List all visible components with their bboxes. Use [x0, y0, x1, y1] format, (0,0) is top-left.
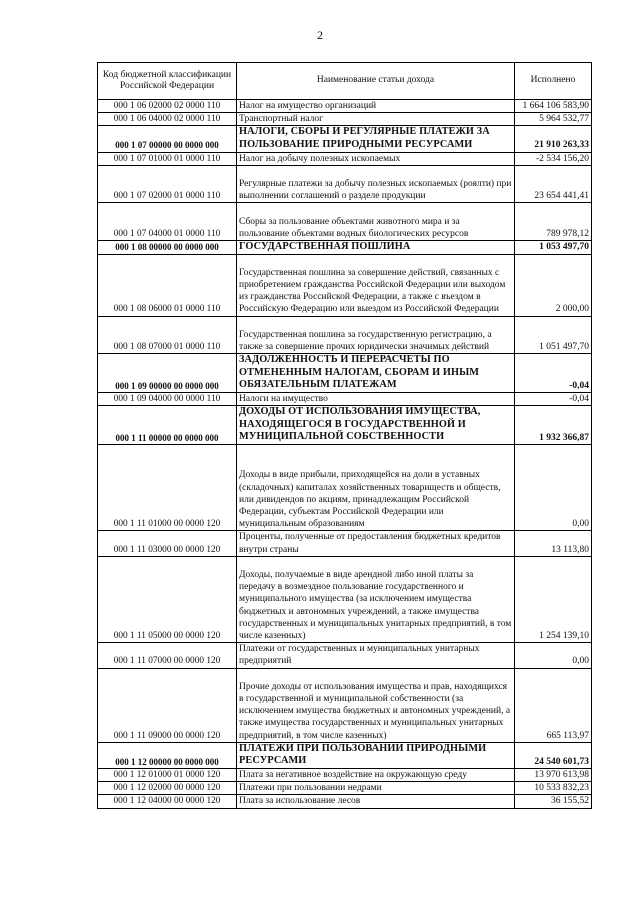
- executed-amount-cell: 10 533 832,23: [515, 782, 592, 795]
- income-item-cell: Плата за использование лесов: [237, 795, 515, 808]
- budget-code-cell: 000 1 07 04000 01 0000 110: [98, 203, 237, 241]
- revenue-table: [97, 62, 592, 809]
- executed-amount-cell: 23 654 441,41: [515, 165, 592, 203]
- table-row: [98, 556, 592, 642]
- budget-code-cell: 000 1 12 01000 01 0000 120: [98, 768, 237, 781]
- table-row: [98, 240, 592, 254]
- budget-code-cell: 000 1 07 01000 01 0000 110: [98, 152, 237, 165]
- budget-code-cell: 000 1 12 04000 00 0000 120: [98, 795, 237, 808]
- executed-amount-cell: 665 113,97: [515, 668, 592, 742]
- table-row: [98, 444, 592, 530]
- income-item-cell: Прочие доходы от использования имущества и прав, находящихся в государственной и муниципальной собственности (за исключением имущества бюджетных и автономных учреждений, а также имущества государственных и муниципальных унитарных предприятий, в том числе казенных): [237, 668, 515, 742]
- budget-code-cell: 000 1 08 07000 01 0000 110: [98, 316, 237, 354]
- budget-code-cell: 000 1 11 03000 00 0000 120: [98, 531, 237, 556]
- budget-code-cell: 000 1 11 01000 00 0000 120: [98, 444, 237, 530]
- executed-amount-cell: -0,04: [515, 392, 592, 405]
- executed-amount-cell: 13 970 613,98: [515, 768, 592, 781]
- table-row: [98, 254, 592, 316]
- income-item-cell: Платежи при пользовании недрами: [237, 782, 515, 795]
- table-row: [98, 354, 592, 393]
- table-row: [98, 742, 592, 768]
- budget-code-cell: 000 1 11 05000 00 0000 120: [98, 556, 237, 642]
- budget-code-cell: 000 1 07 00000 00 0000 000: [98, 126, 237, 152]
- income-item-cell: Плата за негативное воздействие на окружающую среду: [237, 768, 515, 781]
- budget-code-cell: 000 1 09 04000 00 0000 110: [98, 392, 237, 405]
- executed-amount-cell: 5 964 532,77: [515, 113, 592, 126]
- executed-amount-cell: 21 910 263,33: [515, 126, 592, 152]
- income-item-cell: ПЛАТЕЖИ ПРИ ПОЛЬЗОВАНИИ ПРИРОДНЫМИ РЕСУРСАМИ: [237, 742, 515, 768]
- executed-amount-cell: 24 540 601,73: [515, 742, 592, 768]
- table-row: [98, 152, 592, 165]
- table-row: [98, 165, 592, 203]
- budget-code-cell: 000 1 11 00000 00 0000 000: [98, 406, 237, 445]
- income-item-cell: Государственная пошлина за совершение действий, связанных с приобретением гражданства Российской Федерации или выходом из гражданства Российской Федерации, а также с въездом в Российскую Федерацию или выездом из Российской Федерации: [237, 254, 515, 316]
- executed-amount-cell: 1 053 497,70: [515, 240, 592, 254]
- table-row: [98, 392, 592, 405]
- budget-code-cell: 000 1 11 07000 00 0000 120: [98, 643, 237, 668]
- income-item-cell: Регулярные платежи за добычу полезных ископаемых (роялти) при выполнении соглашений о разделе продукции: [237, 165, 515, 203]
- budget-code-cell: 000 1 08 06000 01 0000 110: [98, 254, 237, 316]
- table-row: [98, 531, 592, 556]
- table-row: [98, 406, 592, 445]
- income-item-cell: ДОХОДЫ ОТ ИСПОЛЬЗОВАНИЯ ИМУЩЕСТВА, НАХОДЯЩЕГОСЯ В ГОСУДАРСТВЕННОЙ И МУНИЦИПАЛЬНОЙ СОБСТВЕННОСТИ: [237, 406, 515, 445]
- income-item-cell: Доходы в виде прибыли, приходящейся на доли в уставных (складочных) капиталах хозяйственных товариществ и обществ, или дивидендов по акциям, принадлежащим Российской Федерации, субъектам Российской Федерации или муниципальным образованиям: [237, 444, 515, 530]
- table-row: [98, 203, 592, 241]
- budget-code-cell: 000 1 08 00000 00 0000 000: [98, 240, 237, 254]
- executed-amount-cell: -2 534 156,20: [515, 152, 592, 165]
- budget-code-cell: 000 1 12 00000 00 0000 000: [98, 742, 237, 768]
- income-item-cell: Транспортный налог: [237, 113, 515, 126]
- executed-amount-cell: 1 932 366,87: [515, 406, 592, 445]
- budget-code-cell: 000 1 06 04000 02 0000 110: [98, 113, 237, 126]
- executed-amount-cell: 0,00: [515, 643, 592, 668]
- executed-amount-cell: -0,04: [515, 354, 592, 393]
- income-item-cell: Платежи от государственных и муниципальных унитарных предприятий: [237, 643, 515, 668]
- header-income-item: Наименование статьи дохода: [237, 63, 515, 100]
- header-budget-code: Код бюджетной классификации Российской Федерации: [98, 63, 237, 100]
- table-row: [98, 100, 592, 113]
- header-executed: Исполнено: [515, 63, 592, 100]
- table-row: [98, 795, 592, 808]
- income-item-cell: Налоги на имущество: [237, 392, 515, 405]
- page-number: 2: [317, 28, 323, 42]
- income-item-cell: Проценты, полученные от предоставления бюджетных кредитов внутри страны: [237, 531, 515, 556]
- table-row: [98, 643, 592, 668]
- executed-amount-cell: 36 155,52: [515, 795, 592, 808]
- table-row: [98, 316, 592, 354]
- income-item-cell: Налог на имущество организаций: [237, 100, 515, 113]
- executed-amount-cell: 1 254 139,10: [515, 556, 592, 642]
- budget-code-cell: 000 1 07 02000 01 0000 110: [98, 165, 237, 203]
- income-item-cell: ГОСУДАРСТВЕННАЯ ПОШЛИНА: [237, 240, 515, 254]
- table-row: [98, 782, 592, 795]
- executed-amount-cell: 2 000,00: [515, 254, 592, 316]
- income-item-cell: ЗАДОЛЖЕННОСТЬ И ПЕРЕРАСЧЕТЫ ПО ОТМЕНЕННЫМ НАЛОГАМ, СБОРАМ И ИНЫМ ОБЯЗАТЕЛЬНЫМ ПЛАТЕЖАМ: [237, 354, 515, 393]
- table-row: [98, 113, 592, 126]
- budget-code-cell: 000 1 12 02000 00 0000 120: [98, 782, 237, 795]
- executed-amount-cell: 789 978,12: [515, 203, 592, 241]
- table-row: [98, 668, 592, 742]
- executed-amount-cell: 1 051 497,70: [515, 316, 592, 354]
- table-row: [98, 126, 592, 152]
- income-item-cell: Сборы за пользование объектами животного мира и за пользование объектами водных биологических ресурсов: [237, 203, 515, 241]
- income-item-cell: Государственная пошлина за государственную регистрацию, а также за совершение прочих юридически значимых действий: [237, 316, 515, 354]
- executed-amount-cell: 0,00: [515, 444, 592, 530]
- budget-code-cell: 000 1 06 02000 02 0000 110: [98, 100, 237, 113]
- executed-amount-cell: 13 113,80: [515, 531, 592, 556]
- table-header-row: [98, 63, 592, 100]
- executed-amount-cell: 1 664 106 583,90: [515, 100, 592, 113]
- income-item-cell: НАЛОГИ, СБОРЫ И РЕГУЛЯРНЫЕ ПЛАТЕЖИ ЗА ПОЛЬЗОВАНИЕ ПРИРОДНЫМИ РЕСУРСАМИ: [237, 126, 515, 152]
- table-row: [98, 768, 592, 781]
- budget-code-cell: 000 1 11 09000 00 0000 120: [98, 668, 237, 742]
- income-item-cell: Налог на добычу полезных ископаемых: [237, 152, 515, 165]
- income-item-cell: Доходы, получаемые в виде арендной либо иной платы за передачу в возмездное пользование государственного и муниципального имущества (за исключением имущества бюджетных и автономных учреждений, а также имущества государственных и муниципальных унитарных предприятий, в том числе казенных): [237, 556, 515, 642]
- budget-code-cell: 000 1 09 00000 00 0000 000: [98, 354, 237, 393]
